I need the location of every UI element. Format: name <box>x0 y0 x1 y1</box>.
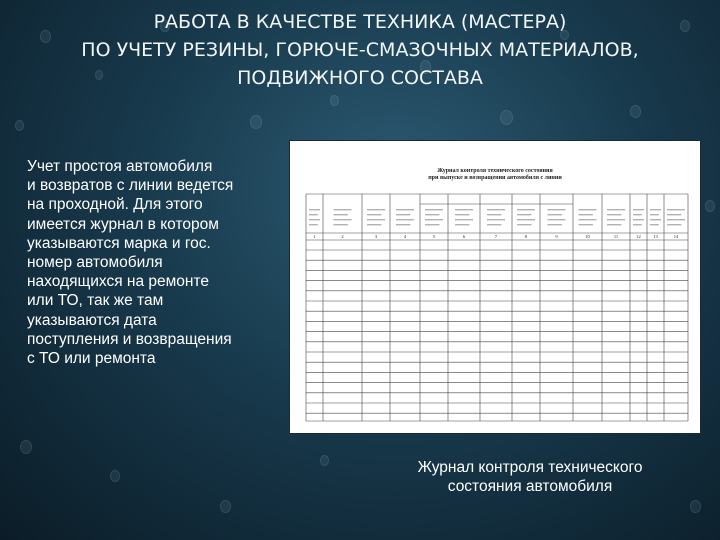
table-header-text-mark <box>650 219 661 220</box>
table-header-text-mark <box>455 224 469 225</box>
table-header-text-mark <box>425 219 443 220</box>
body-line: указываются дата <box>27 311 157 329</box>
table-header-text-mark <box>367 209 385 210</box>
table-header-text-mark <box>517 224 531 225</box>
body-line: на проходной. Для этого <box>27 196 203 214</box>
table-column-number: 4 <box>403 234 407 240</box>
table-header-text-mark <box>667 219 685 220</box>
slide-title <box>20 8 700 92</box>
body-line: номер автомобиля <box>27 254 163 272</box>
table-header-text-mark <box>579 224 593 225</box>
table-header-text-mark <box>334 209 352 210</box>
table-header-text-mark <box>548 219 566 220</box>
journal-table <box>290 141 700 433</box>
body-line: находящихся на ремонте <box>27 273 210 291</box>
table-header-text-mark <box>667 214 681 215</box>
table-header-text-mark <box>455 214 469 215</box>
table-header-text-mark <box>396 219 414 220</box>
table-header-text-mark <box>517 214 531 215</box>
table-header-text-mark <box>633 224 642 225</box>
table-header-text-mark <box>517 219 535 220</box>
slide-title-line-2: ПО УЧЕТУ РЕЗИНЫ, ГОРЮЧЕ-СМАЗОЧНЫХ МАТЕРИАЛОВ, <box>81 39 639 61</box>
table-column-number: 2 <box>341 234 344 240</box>
body-line: имеется журнал в котором <box>27 215 219 233</box>
table-header-text-mark <box>633 209 644 210</box>
table-column-number: 3 <box>374 234 378 240</box>
table-header-text-mark <box>367 219 385 220</box>
table-header-text-mark <box>607 214 621 215</box>
caption-line-2: состояния автомобиля <box>447 478 613 495</box>
table-header-text-mark <box>607 224 621 225</box>
table-header-text-mark <box>487 224 501 225</box>
table-header-text-mark <box>367 224 381 225</box>
body-line: с ТО или ремонта <box>27 350 156 368</box>
table-header-text-mark <box>334 224 348 225</box>
journal-title-line-2: при выпуске и возвращении автомобиля с линии <box>428 175 562 181</box>
slide-title-line-3: ПОДВИЖНОГО СОСТАВА <box>237 67 483 89</box>
table-header-text-mark <box>667 209 685 210</box>
table-header-text-mark <box>334 219 352 220</box>
table-header-text-mark <box>425 209 443 210</box>
caption-line-1: Журнал контроля технического <box>417 459 643 476</box>
table-header-text-mark <box>667 224 681 225</box>
table-header-text-mark <box>487 214 501 215</box>
body-line: и возвратов с линии ведется <box>27 177 234 195</box>
table-header-text-mark <box>309 224 318 225</box>
table-column-number: 10 <box>585 234 590 240</box>
table-header-text-mark <box>334 214 348 215</box>
table-header-text-mark <box>579 214 593 215</box>
table-header-text-mark <box>425 214 439 215</box>
body-line: указываются марка и гос. <box>27 234 211 252</box>
journal-title-line-1: Журнал контроля технического состояния <box>437 168 553 174</box>
table-header-text-mark <box>548 214 562 215</box>
table-header-text-mark <box>425 224 439 225</box>
table-header-text-mark <box>455 219 473 220</box>
table-header-text-mark <box>579 219 597 220</box>
slide-title-line-1: РАБОТА В КАЧЕСТВЕ ТЕХНИКА (МАСТЕРА) <box>153 11 567 33</box>
table-header-text-mark <box>607 219 625 220</box>
table-header-text-mark <box>396 224 410 225</box>
table-header-text-mark <box>633 214 642 215</box>
body-line: поступления и возвращения <box>27 330 232 348</box>
table-header-text-mark <box>517 209 535 210</box>
table-column-number: 5 <box>432 234 436 240</box>
table-column-number: 12 <box>636 234 641 240</box>
table-column-number: 9 <box>555 234 558 240</box>
journal-caption <box>385 458 675 496</box>
slide-body-text <box>27 157 282 368</box>
table-header-text-mark <box>650 214 659 215</box>
table-header-text-mark <box>309 214 318 215</box>
table-column-number: 1 <box>313 234 316 240</box>
table-column-number: 14 <box>673 234 679 240</box>
table-header-text-mark <box>487 209 505 210</box>
table-header-text-mark <box>487 219 505 220</box>
table-header-text-mark <box>309 219 320 220</box>
table-header-text-mark <box>650 209 661 210</box>
table-header-text-mark <box>548 209 566 210</box>
table-header-text-mark <box>455 209 473 210</box>
body-line: Учет простоя автомобиля <box>27 158 213 175</box>
table-header-text-mark <box>548 224 562 225</box>
table-header-text-mark <box>650 224 659 225</box>
table-column-number: 8 <box>524 234 528 240</box>
table-header-text-mark <box>396 214 410 215</box>
table-header-text-mark <box>579 209 597 210</box>
body-line: или ТО, так же там <box>27 292 164 310</box>
table-header-text-mark <box>633 219 644 220</box>
table-header-text-mark <box>396 209 414 210</box>
table-header-text-mark <box>309 209 320 210</box>
table-column-number: 7 <box>494 234 498 240</box>
journal-image <box>290 141 700 433</box>
table-column-number: 11 <box>613 234 619 240</box>
table-column-number: 6 <box>462 234 466 240</box>
table-header-text-mark <box>367 214 381 215</box>
table-header-text-mark <box>607 209 625 210</box>
table-column-number: 13 <box>653 234 658 240</box>
